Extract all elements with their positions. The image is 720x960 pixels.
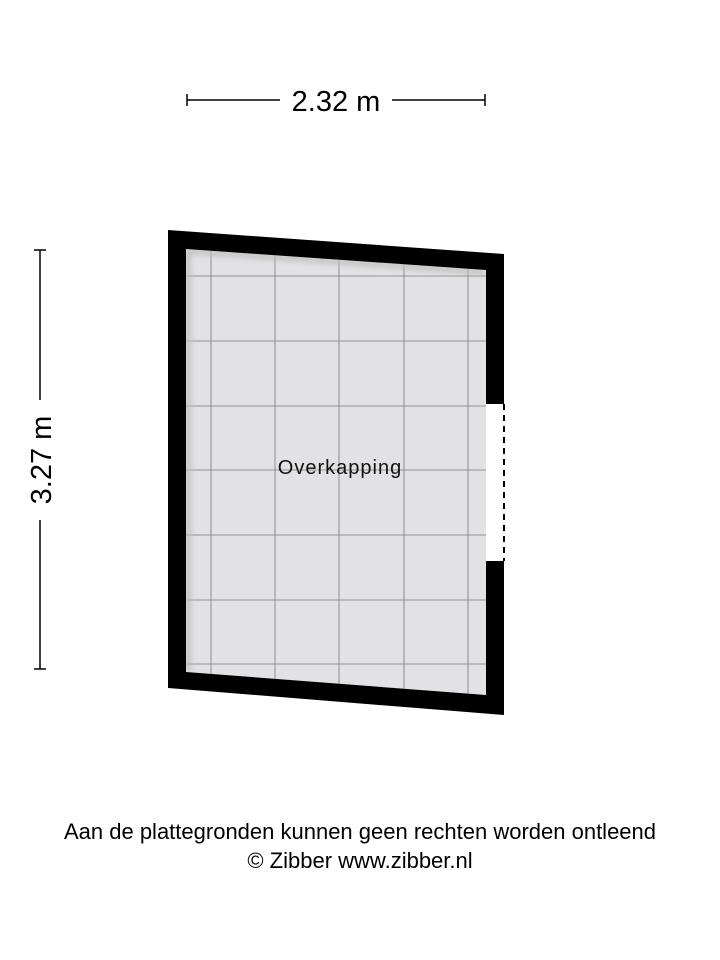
room-label: Overkapping bbox=[277, 457, 403, 479]
height-dimension bbox=[26, 250, 58, 669]
width-dimension bbox=[187, 86, 485, 118]
disclaimer-text: Aan de plattegronden kunnen geen rechten worden ontleend bbox=[63, 819, 657, 844]
copyright-text: © Zibber www.zibber.nl bbox=[247, 848, 473, 873]
width-dimension-label: 2.32 m bbox=[291, 86, 381, 118]
height-dimension-label: 3.27 m bbox=[26, 415, 58, 505]
